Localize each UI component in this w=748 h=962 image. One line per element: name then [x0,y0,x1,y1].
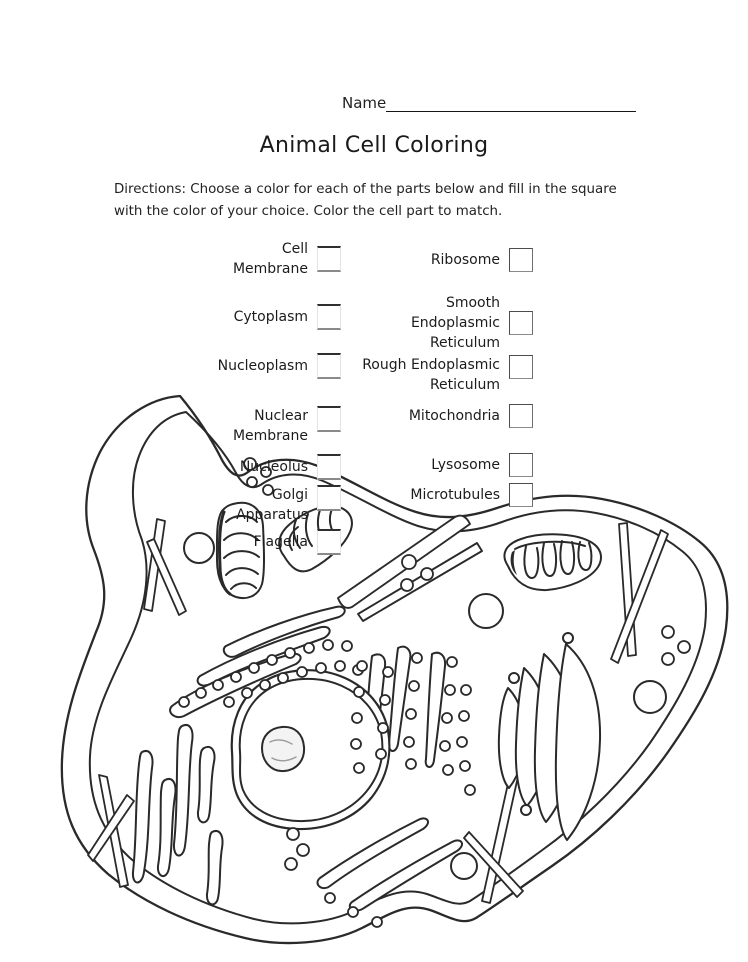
key-label-lysosome: Lysosome [431,457,500,473]
name-field [342,94,636,112]
color-box-rough-er[interactable] [509,355,533,379]
key-row-mitochondria [320,404,533,428]
directions-line-2: with the color of your choice. Color the cell part to match. [114,203,503,219]
key-row-golgi-apparatus [68,485,341,525]
color-box-smooth-er[interactable] [509,311,533,335]
key-row-flagella [68,529,341,555]
key-label-golgi-apparatus: Golgi Apparatus [236,487,308,523]
key-label-cytoplasm: Cytoplasm [233,309,308,325]
key-label-flagella: Flagella [253,534,308,550]
name-input-line[interactable] [386,94,636,112]
directions-text [114,179,654,222]
key-label-nuclear-membrane: Nuclear Membrane [232,408,308,444]
key-row-nuclear-membrane [68,406,341,446]
key-row-rough-er [320,355,533,395]
color-box-ribosome[interactable] [509,248,533,272]
key-label-rough-er: Rough Endoplasmic Reticulum [362,357,500,393]
key-row-nucleolus [68,454,341,480]
page-title: Animal Cell Coloring [259,133,489,158]
color-box-flagella[interactable] [317,529,341,555]
key-row-lysosome [320,453,533,477]
key-label-nucleolus: Nucleolus [239,459,308,475]
key-label-cell-membrane: Cell Membrane [232,241,308,277]
color-box-lysosome[interactable] [509,453,533,477]
key-row-cytoplasm [68,304,341,330]
key-row-cell-membrane [68,239,341,279]
color-box-mitochondria[interactable] [509,404,533,428]
key-row-ribosome [320,248,533,272]
key-label-microtubules: Microtubules [410,487,500,503]
key-row-nucleoplasm [68,353,341,379]
color-box-microtubules[interactable] [509,483,533,507]
key-label-smooth-er: Smooth Endoplasmic Reticulum [410,295,500,351]
name-label: Name [342,94,387,112]
key-label-mitochondria: Mitochondria [408,408,500,424]
key-row-microtubules [320,483,533,507]
key-row-smooth-er [320,293,533,353]
key-label-ribosome: Ribosome [430,252,500,268]
directions-line-1: Directions: Choose a color for each of the parts below and fill in the square [114,182,617,197]
key-label-nucleoplasm: Nucleoplasm [217,358,308,374]
